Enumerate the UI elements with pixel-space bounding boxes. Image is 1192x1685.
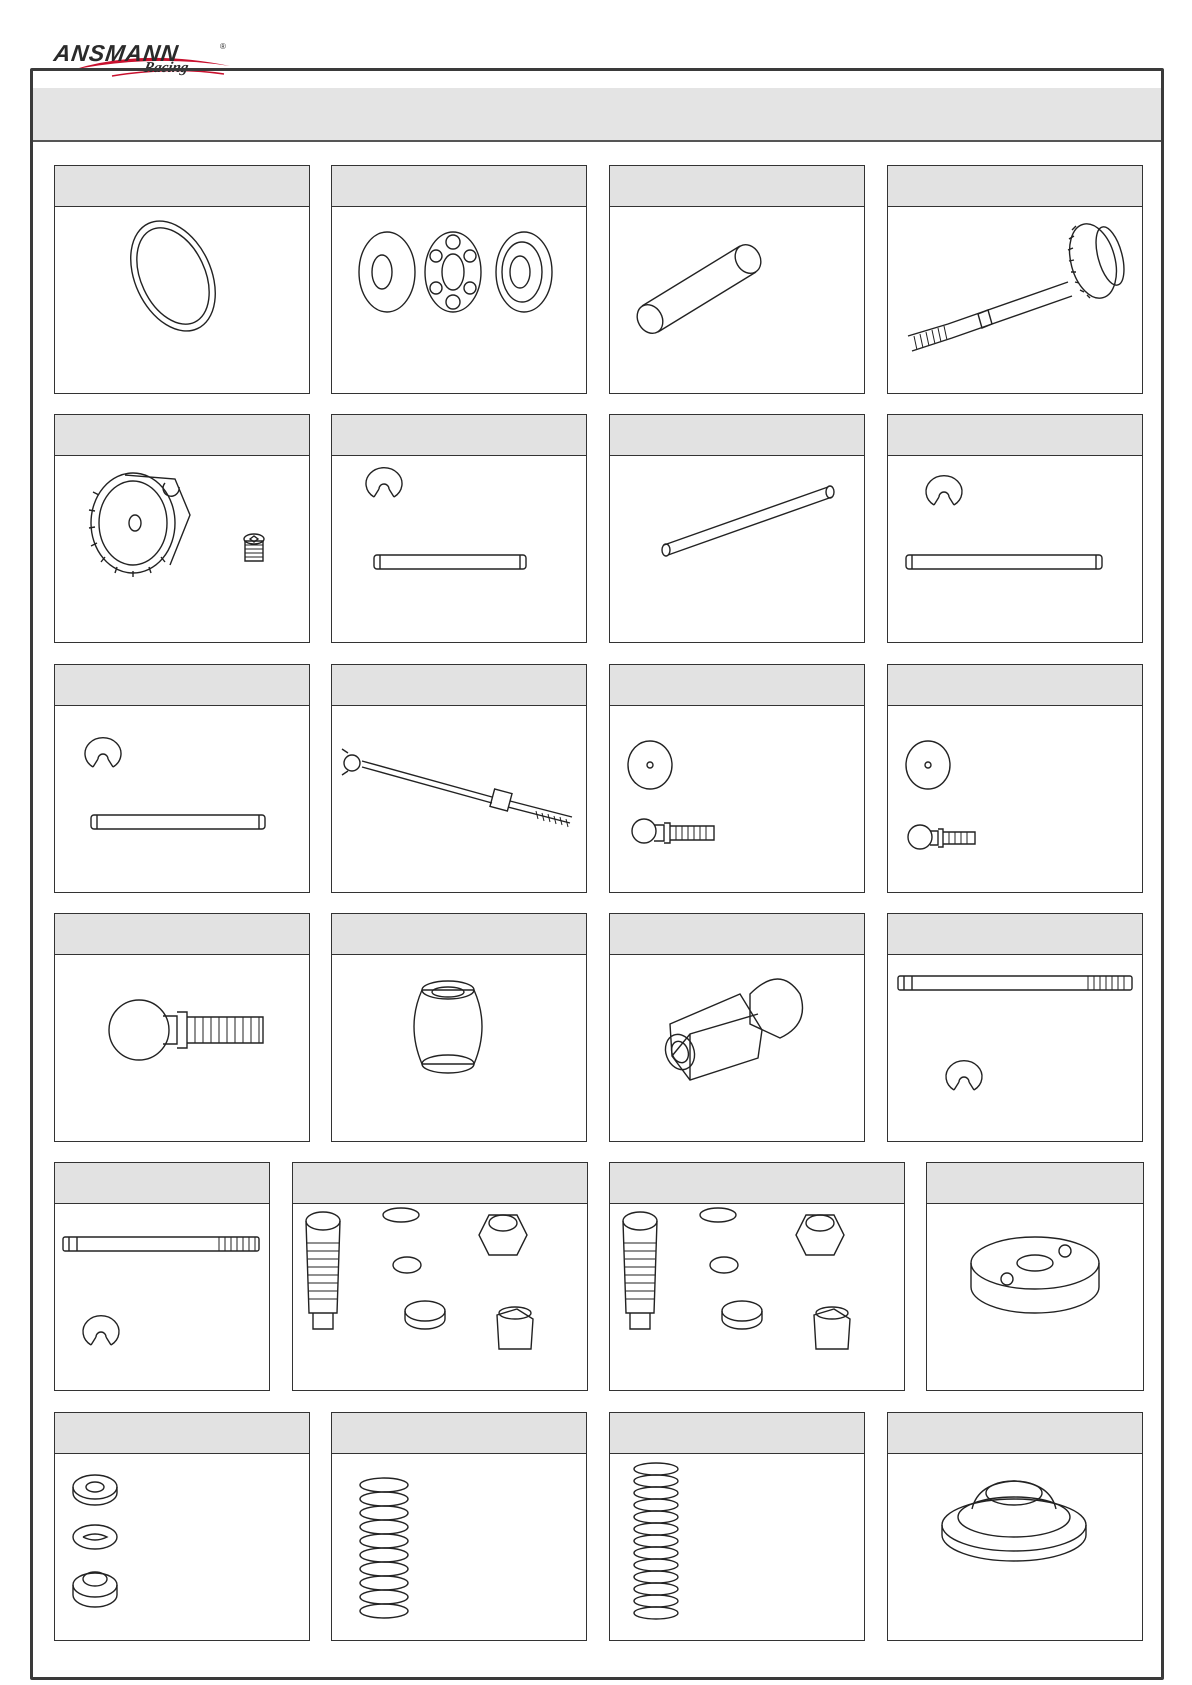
panel-header (55, 665, 309, 706)
panel-header (888, 166, 1142, 207)
panel-hinge-pin-short (331, 414, 587, 643)
hinge-pin-icon (55, 705, 308, 891)
hinge-pin-icon (888, 455, 1141, 641)
top-cap-icon (888, 1453, 1141, 1639)
spring-cup-icon (927, 1203, 1142, 1389)
panel-header (332, 1413, 586, 1454)
panel-header (332, 166, 586, 207)
ball-bearing-icon (332, 206, 585, 392)
drive-shaft-icon (332, 705, 585, 891)
panel-header (55, 415, 309, 456)
panel-header (55, 166, 309, 207)
panel-shock-body-set-a (292, 1162, 588, 1391)
panel-rod-long (609, 414, 865, 643)
panel-header (888, 1413, 1142, 1454)
bushing-icon (55, 1453, 308, 1639)
hinge-pin-icon (332, 455, 585, 641)
brand-name: ANSMANN (52, 40, 181, 66)
rod-icon (610, 455, 863, 641)
panel-header (610, 1413, 864, 1454)
spring-icon (610, 1453, 863, 1639)
spring-icon (332, 1453, 585, 1639)
ball-stud-icon (888, 705, 1141, 891)
panel-pinion-shaft (887, 165, 1143, 394)
ball-stud-icon (55, 954, 308, 1140)
tube-sleeve-icon (610, 206, 863, 392)
panel-spring-long (609, 1412, 865, 1641)
panel-hinge-pin-medium (887, 414, 1143, 643)
panel-ball-stud-washer-a (609, 664, 865, 893)
panel-threaded-pin-clip (887, 913, 1143, 1142)
shim-ring-icon (55, 206, 308, 392)
panel-spring-cup (926, 1162, 1144, 1391)
panel-header (55, 914, 309, 955)
panel-header (332, 914, 586, 955)
panel-ball-stud-large (54, 913, 310, 1142)
panel-header (610, 1163, 904, 1204)
brand-sub: Racing (142, 60, 190, 76)
panel-ball-stud-washer-b (887, 664, 1143, 893)
threaded-pin-icon (55, 1203, 268, 1389)
panel-header (888, 665, 1142, 706)
panel-header (888, 415, 1142, 456)
panel-header (332, 665, 586, 706)
panel-top-cap (887, 1412, 1143, 1641)
pivot-ball-icon (332, 954, 585, 1140)
panel-header (610, 166, 864, 207)
panel-ball-end-nut (609, 913, 865, 1142)
panel-header (332, 415, 586, 456)
panel-drive-shaft (331, 664, 587, 893)
title-banner (33, 88, 1161, 142)
panel-hinge-pin-clip (54, 664, 310, 893)
panel-ball-bearing-set (331, 165, 587, 394)
panel-shock-body-set-b (609, 1162, 905, 1391)
panel-header (293, 1163, 587, 1204)
shock-body-icon (610, 1203, 903, 1389)
shock-body-icon (293, 1203, 586, 1389)
ball-stud-icon (610, 705, 863, 891)
brand-registered: ® (220, 42, 226, 51)
panel-header (55, 1413, 309, 1454)
threaded-pin-icon (888, 954, 1141, 1140)
panel-shock-bushings (54, 1412, 310, 1641)
panel-header (927, 1163, 1143, 1204)
panel-threaded-pin-clip-b (54, 1162, 270, 1391)
panel-spring-short (331, 1412, 587, 1641)
panel-pivot-ball (331, 913, 587, 1142)
panel-header (888, 914, 1142, 955)
ball-end-icon (610, 954, 863, 1140)
pinion-shaft-icon (888, 206, 1141, 392)
panel-header (55, 1163, 269, 1204)
pinion-gear-icon (55, 455, 308, 641)
panel-pinion-gear (54, 414, 310, 643)
panel-header (610, 665, 864, 706)
panel-header (610, 415, 864, 456)
panel-tube-sleeve (609, 165, 865, 394)
panel-header (610, 914, 864, 955)
panel-shim-ring (54, 165, 310, 394)
